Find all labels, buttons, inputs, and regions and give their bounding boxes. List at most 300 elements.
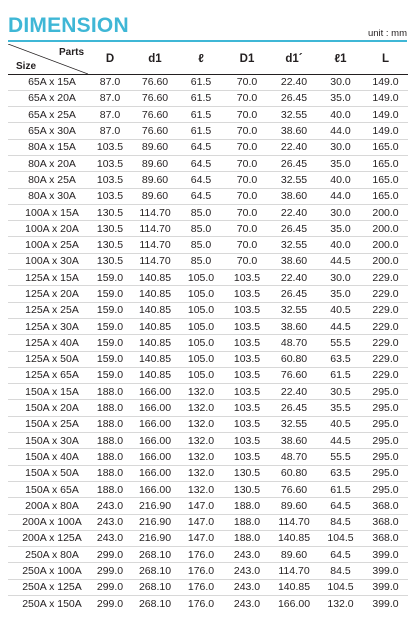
- table-row: [8, 547, 408, 563]
- cell-l: 61.5: [178, 74, 224, 90]
- cell-D1: 70.0: [224, 90, 270, 106]
- cell-D1: 243.0: [224, 547, 270, 563]
- cell-d1-prime: 38.60: [270, 123, 318, 139]
- cell-size: 150A x 30A: [8, 433, 88, 449]
- cell-D: 188.0: [88, 433, 132, 449]
- cell-d1-prime: 140.85: [270, 530, 318, 546]
- cell-d1-prime: 89.60: [270, 547, 318, 563]
- cell-d1-prime: 32.55: [270, 172, 318, 188]
- cell-l: 64.5: [178, 172, 224, 188]
- cell-l: 147.0: [178, 498, 224, 514]
- cell-size: 125A x 40A: [8, 335, 88, 351]
- cell-d1-prime: 38.60: [270, 253, 318, 269]
- cell-l: 61.5: [178, 90, 224, 106]
- cell-d1-prime: 38.60: [270, 318, 318, 334]
- cell-l: 64.5: [178, 139, 224, 155]
- cell-l: 105.0: [178, 335, 224, 351]
- cell-l1: 40.0: [318, 107, 363, 123]
- table-row: [8, 335, 408, 351]
- table-row: [8, 449, 408, 465]
- table-row: [8, 498, 408, 514]
- cell-D: 188.0: [88, 449, 132, 465]
- table-row: [8, 530, 408, 546]
- cell-L: 295.0: [363, 400, 408, 416]
- cell-D1: 70.0: [224, 74, 270, 90]
- cell-D1: 103.5: [224, 449, 270, 465]
- cell-L: 368.0: [363, 514, 408, 530]
- cell-D1: 103.5: [224, 384, 270, 400]
- cell-D: 130.5: [88, 237, 132, 253]
- cell-d1: 114.70: [132, 237, 178, 253]
- cell-d1: 76.60: [132, 107, 178, 123]
- table-row: [8, 74, 408, 90]
- cell-L: 229.0: [363, 351, 408, 367]
- cell-D: 299.0: [88, 563, 132, 579]
- cell-D1: 130.5: [224, 481, 270, 497]
- cell-D1: 243.0: [233, 597, 261, 610]
- cell-D1: 103.5: [224, 433, 270, 449]
- cell-L: 368.0: [363, 530, 408, 546]
- cell-d1: 166.00: [132, 400, 178, 416]
- table-row: [8, 107, 408, 123]
- cell-d1: 268.10: [138, 597, 172, 610]
- table-row: [8, 286, 408, 302]
- table-row: [8, 123, 408, 139]
- cell-D1: 103.5: [224, 416, 270, 432]
- cell-size: 200A x 125A: [8, 530, 88, 546]
- cell-d1: 268.10: [132, 563, 178, 579]
- cell-l: 105.0: [178, 367, 224, 383]
- header-col-d1: d1: [132, 44, 178, 74]
- cell-D: 130.5: [88, 221, 132, 237]
- header-col-L: L: [363, 44, 408, 74]
- cell-D1: 243.0: [224, 563, 270, 579]
- cell-l1: 64.5: [318, 498, 363, 514]
- cell-L: 149.0: [363, 107, 408, 123]
- table-row: [8, 514, 408, 530]
- cell-l: 105.0: [178, 270, 224, 286]
- cell-D1: 188.0: [224, 514, 270, 530]
- cell-d1-prime: 32.55: [270, 302, 318, 318]
- dimension-table: [8, 44, 408, 612]
- cell-l: 61.5: [178, 123, 224, 139]
- cell-D1: 70.0: [224, 204, 270, 220]
- cell-l: 105.0: [178, 318, 224, 334]
- cell-d1: 89.60: [132, 155, 178, 171]
- cell-d1: 114.70: [132, 253, 178, 269]
- cell-l: 61.5: [178, 107, 224, 123]
- cell-size: 250A x 100A: [8, 563, 88, 579]
- cell-l1: 30.0: [318, 74, 363, 90]
- cell-d1-prime: 32.55: [270, 107, 318, 123]
- cell-size: 250A x 80A: [8, 547, 88, 563]
- cell-d1: 140.85: [132, 302, 178, 318]
- cell-d1: 114.70: [132, 221, 178, 237]
- cell-L: 399.0: [372, 597, 399, 610]
- cell-l1: 63.5: [318, 351, 363, 367]
- cell-d1-prime: 26.45: [270, 400, 318, 416]
- cell-D1: 70.0: [224, 253, 270, 269]
- table-row: [8, 172, 408, 188]
- table-row: [8, 596, 408, 612]
- title-divider: [8, 40, 407, 42]
- cell-d1-prime: 60.80: [270, 465, 318, 481]
- cell-size: 250A x 150A: [22, 597, 82, 610]
- table-row: [8, 563, 408, 579]
- cell-l: 147.0: [178, 530, 224, 546]
- cell-size: 150A x 65A: [8, 481, 88, 497]
- cell-size: 100A x 20A: [8, 221, 88, 237]
- table-row: [8, 204, 408, 220]
- cell-l: 85.0: [178, 221, 224, 237]
- cell-D: 299.0: [88, 579, 132, 595]
- cell-l1: 35.5: [318, 400, 363, 416]
- cell-size: 65A x 20A: [8, 90, 88, 106]
- cell-d1: 140.85: [132, 335, 178, 351]
- cell-L: 295.0: [363, 449, 408, 465]
- cell-l1: 132.0: [327, 597, 354, 610]
- cell-d1-prime: 114.70: [270, 514, 318, 530]
- cell-L: 229.0: [363, 318, 408, 334]
- table-row: [8, 367, 408, 383]
- cell-l: 132.0: [178, 449, 224, 465]
- cell-L: 399.0: [363, 547, 408, 563]
- page-title: DIMENSION: [8, 14, 129, 37]
- cell-d1: 166.00: [132, 465, 178, 481]
- cell-D: 87.0: [88, 123, 132, 139]
- cell-D1: 70.0: [224, 172, 270, 188]
- cell-size: 150A x 50A: [8, 465, 88, 481]
- cell-L: 295.0: [363, 416, 408, 432]
- cell-d1: 140.85: [132, 286, 178, 302]
- cell-D: 188.0: [88, 384, 132, 400]
- header-row: [8, 44, 408, 74]
- cell-D: 243.0: [88, 530, 132, 546]
- cell-l1: 104.5: [318, 530, 363, 546]
- cell-d1-prime: 76.60: [270, 367, 318, 383]
- table-row: [8, 416, 408, 432]
- cell-l: 85.0: [178, 237, 224, 253]
- cell-D: 103.5: [88, 172, 132, 188]
- cell-D: 243.0: [88, 498, 132, 514]
- cell-L: 295.0: [363, 481, 408, 497]
- cell-l: 176.0: [178, 563, 224, 579]
- cell-d1: 114.70: [132, 204, 178, 220]
- cell-size: 150A x 40A: [8, 449, 88, 465]
- cell-L: 368.0: [363, 498, 408, 514]
- table-row: [8, 90, 408, 106]
- cell-D1: 70.0: [224, 155, 270, 171]
- cell-D: 87.0: [88, 107, 132, 123]
- cell-size: 150A x 15A: [8, 384, 88, 400]
- cell-d1-prime: 140.85: [270, 579, 318, 595]
- cell-D1: 188.0: [224, 498, 270, 514]
- cell-d1-prime: 166.00: [277, 597, 311, 610]
- cell-D: 188.0: [88, 400, 132, 416]
- cell-d1-prime: 26.45: [270, 286, 318, 302]
- cell-D: 188.0: [88, 416, 132, 432]
- cell-l: 132.0: [178, 384, 224, 400]
- cell-L: 229.0: [363, 270, 408, 286]
- cell-L: 149.0: [363, 74, 408, 90]
- cell-d1-prime: 60.80: [270, 351, 318, 367]
- cell-d1-prime: 22.40: [270, 384, 318, 400]
- cell-d1: 216.90: [132, 530, 178, 546]
- cell-d1-prime: 114.70: [270, 563, 318, 579]
- cell-D1: 103.5: [224, 367, 270, 383]
- cell-D1: 243.0: [224, 579, 270, 595]
- cell-d1-prime: 38.60: [270, 188, 318, 204]
- table-row: [8, 253, 408, 269]
- header-col-l: ℓ: [178, 44, 224, 74]
- table-row: [8, 433, 408, 449]
- cell-D: 87.0: [88, 90, 132, 106]
- header-size-label: Size: [16, 60, 37, 72]
- header-col-l1: ℓ1: [318, 44, 363, 74]
- cell-size: 65A x 15A: [8, 74, 88, 90]
- cell-L: 399.0: [363, 563, 408, 579]
- cell-D1: 188.0: [224, 530, 270, 546]
- cell-d1: 268.10: [132, 579, 178, 595]
- cell-l1: 35.0: [318, 155, 363, 171]
- header-col-D1: D1: [224, 44, 270, 74]
- cell-l: 132.0: [178, 416, 224, 432]
- cell-L: 200.0: [363, 221, 408, 237]
- cell-d1: 89.60: [132, 188, 178, 204]
- cell-D1: 103.5: [224, 318, 270, 334]
- cell-D1: 103.5: [224, 335, 270, 351]
- cell-D: 159.0: [88, 270, 132, 286]
- cell-d1: 268.10: [132, 547, 178, 563]
- cell-L: 200.0: [363, 253, 408, 269]
- table-row: [8, 237, 408, 253]
- cell-d1-prime: 38.60: [270, 433, 318, 449]
- cell-d1-prime: 48.70: [270, 335, 318, 351]
- cell-L: 399.0: [363, 579, 408, 595]
- cell-size: 65A x 25A: [8, 107, 88, 123]
- cell-d1-prime: 22.40: [270, 139, 318, 155]
- cell-size: 80A x 15A: [8, 139, 88, 155]
- cell-d1-prime: 26.45: [270, 155, 318, 171]
- cell-d1: 166.00: [132, 433, 178, 449]
- cell-d1: 140.85: [132, 318, 178, 334]
- cell-D1: 103.5: [224, 351, 270, 367]
- cell-D1: 70.0: [224, 237, 270, 253]
- cell-l: 132.0: [178, 400, 224, 416]
- cell-l: 132.0: [178, 433, 224, 449]
- cell-d1: 89.60: [132, 139, 178, 155]
- table-row: [8, 318, 408, 334]
- header-col-D: D: [88, 44, 132, 74]
- table-row: [8, 270, 408, 286]
- cell-L: 200.0: [363, 237, 408, 253]
- cell-l1: 30.5: [318, 384, 363, 400]
- cell-l1: 84.5: [318, 514, 363, 530]
- cell-d1-prime: 22.40: [270, 74, 318, 90]
- cell-size: 150A x 25A: [8, 416, 88, 432]
- unit-label: unit : mm: [367, 28, 407, 39]
- cell-D: 188.0: [88, 465, 132, 481]
- cell-l1: 63.5: [318, 465, 363, 481]
- cell-d1: 140.85: [132, 351, 178, 367]
- cell-l1: 35.0: [318, 221, 363, 237]
- cell-l: 64.5: [178, 188, 224, 204]
- cell-l: 147.0: [178, 514, 224, 530]
- cell-L: 165.0: [363, 155, 408, 171]
- cell-D: 299.0: [88, 547, 132, 563]
- cell-l1: 104.5: [318, 579, 363, 595]
- cell-L: 295.0: [363, 384, 408, 400]
- cell-d1: 76.60: [132, 123, 178, 139]
- cell-size: 65A x 30A: [8, 123, 88, 139]
- cell-l1: 40.5: [318, 416, 363, 432]
- cell-D: 243.0: [88, 514, 132, 530]
- cell-size: 125A x 25A: [8, 302, 88, 318]
- cell-D: 299.0: [96, 597, 124, 610]
- cell-d1: 216.90: [132, 514, 178, 530]
- cell-d1: 166.00: [132, 416, 178, 432]
- cell-d1: 76.60: [132, 90, 178, 106]
- table-row: [8, 188, 408, 204]
- cell-l: 105.0: [178, 302, 224, 318]
- cell-D1: 130.5: [224, 465, 270, 481]
- cell-l1: 30.0: [318, 139, 363, 155]
- cell-l: 85.0: [178, 204, 224, 220]
- cell-l1: 61.5: [318, 367, 363, 383]
- table-row: [8, 400, 408, 416]
- table-row: [8, 351, 408, 367]
- table-row: [8, 465, 408, 481]
- cell-l1: 64.5: [318, 547, 363, 563]
- cell-D1: 103.5: [224, 286, 270, 302]
- cell-L: 165.0: [363, 188, 408, 204]
- cell-D: 130.5: [88, 204, 132, 220]
- cell-l1: 55.5: [318, 449, 363, 465]
- cell-D: 87.0: [88, 74, 132, 90]
- cell-l1: 44.5: [318, 433, 363, 449]
- cell-d1-prime: 26.45: [270, 221, 318, 237]
- cell-d1-prime: 76.60: [270, 481, 318, 497]
- cell-d1-prime: 22.40: [270, 270, 318, 286]
- cell-D1: 70.0: [224, 107, 270, 123]
- cell-D: 159.0: [88, 367, 132, 383]
- cell-L: 200.0: [363, 204, 408, 220]
- cell-size: 125A x 50A: [8, 351, 88, 367]
- cell-L: 229.0: [363, 367, 408, 383]
- cell-size: 125A x 15A: [8, 270, 88, 286]
- cell-d1-prime: 89.60: [270, 498, 318, 514]
- cell-D1: 70.0: [224, 123, 270, 139]
- table-body: [8, 74, 408, 612]
- cell-l1: 44.0: [318, 188, 363, 204]
- cell-D: 159.0: [88, 302, 132, 318]
- cell-l: 176.0: [178, 579, 224, 595]
- header-corner: [8, 44, 88, 74]
- cell-l: 176.0: [187, 597, 215, 610]
- cell-d1: 76.60: [132, 74, 178, 90]
- cell-size: 200A x 80A: [8, 498, 88, 514]
- cell-size: 100A x 15A: [8, 204, 88, 220]
- table-row: [8, 481, 408, 497]
- cell-size: 80A x 20A: [8, 155, 88, 171]
- cell-D1: 70.0: [224, 221, 270, 237]
- cell-d1-prime: 32.55: [270, 237, 318, 253]
- cell-l1: 61.5: [318, 481, 363, 497]
- cell-D: 159.0: [88, 351, 132, 367]
- cell-d1: 216.90: [132, 498, 178, 514]
- cell-L: 229.0: [363, 302, 408, 318]
- cell-D1: 103.5: [224, 270, 270, 286]
- cell-l1: 84.5: [318, 563, 363, 579]
- cell-D: 159.0: [88, 335, 132, 351]
- cell-size: 80A x 30A: [8, 188, 88, 204]
- cell-size: 150A x 20A: [8, 400, 88, 416]
- cell-D1: 70.0: [224, 139, 270, 155]
- cell-l1: 55.5: [318, 335, 363, 351]
- cell-l: 105.0: [178, 286, 224, 302]
- cell-size: 200A x 100A: [8, 514, 88, 530]
- cell-l1: 35.0: [318, 90, 363, 106]
- header-col-d1-prime: d1´: [270, 44, 318, 74]
- cell-d1-prime: 22.40: [270, 204, 318, 220]
- cell-d1: 166.00: [132, 384, 178, 400]
- cell-L: 149.0: [363, 90, 408, 106]
- cell-l: 64.5: [178, 155, 224, 171]
- cell-l: 85.0: [178, 253, 224, 269]
- cell-l1: 44.5: [318, 318, 363, 334]
- cell-L: 295.0: [363, 465, 408, 481]
- cell-size: 125A x 65A: [8, 367, 88, 383]
- cell-d1-prime: 48.70: [270, 449, 318, 465]
- cell-L: 229.0: [363, 335, 408, 351]
- cell-D1: 70.0: [224, 188, 270, 204]
- cell-D: 159.0: [88, 318, 132, 334]
- cell-size: 80A x 25A: [8, 172, 88, 188]
- cell-D: 103.5: [88, 188, 132, 204]
- cell-l1: 44.5: [318, 253, 363, 269]
- cell-size: 100A x 30A: [8, 253, 88, 269]
- cell-l1: 30.0: [318, 270, 363, 286]
- cell-d1: 166.00: [132, 481, 178, 497]
- cell-D1: 103.5: [224, 400, 270, 416]
- cell-size: 125A x 20A: [8, 286, 88, 302]
- cell-l1: 40.0: [318, 172, 363, 188]
- cell-D: 103.5: [88, 139, 132, 155]
- table-row: [8, 579, 408, 595]
- table-row: [8, 384, 408, 400]
- cell-l: 105.0: [178, 351, 224, 367]
- cell-d1: 166.00: [132, 449, 178, 465]
- cell-D: 103.5: [88, 155, 132, 171]
- cell-l1: 40.0: [318, 237, 363, 253]
- cell-size: 125A x 30A: [8, 318, 88, 334]
- cell-d1: 140.85: [132, 270, 178, 286]
- cell-d1-prime: 26.45: [270, 90, 318, 106]
- cell-l1: 35.0: [318, 286, 363, 302]
- cell-L: 165.0: [363, 172, 408, 188]
- cell-d1: 89.60: [132, 172, 178, 188]
- cell-l: 132.0: [178, 481, 224, 497]
- cell-size: 250A x 125A: [8, 579, 88, 595]
- cell-l: 132.0: [178, 465, 224, 481]
- table-row: [8, 302, 408, 318]
- cell-L: 295.0: [363, 433, 408, 449]
- table-row: [8, 221, 408, 237]
- cell-l1: 30.0: [318, 204, 363, 220]
- cell-D: 130.5: [88, 253, 132, 269]
- cell-L: 165.0: [363, 139, 408, 155]
- cell-l: 176.0: [178, 547, 224, 563]
